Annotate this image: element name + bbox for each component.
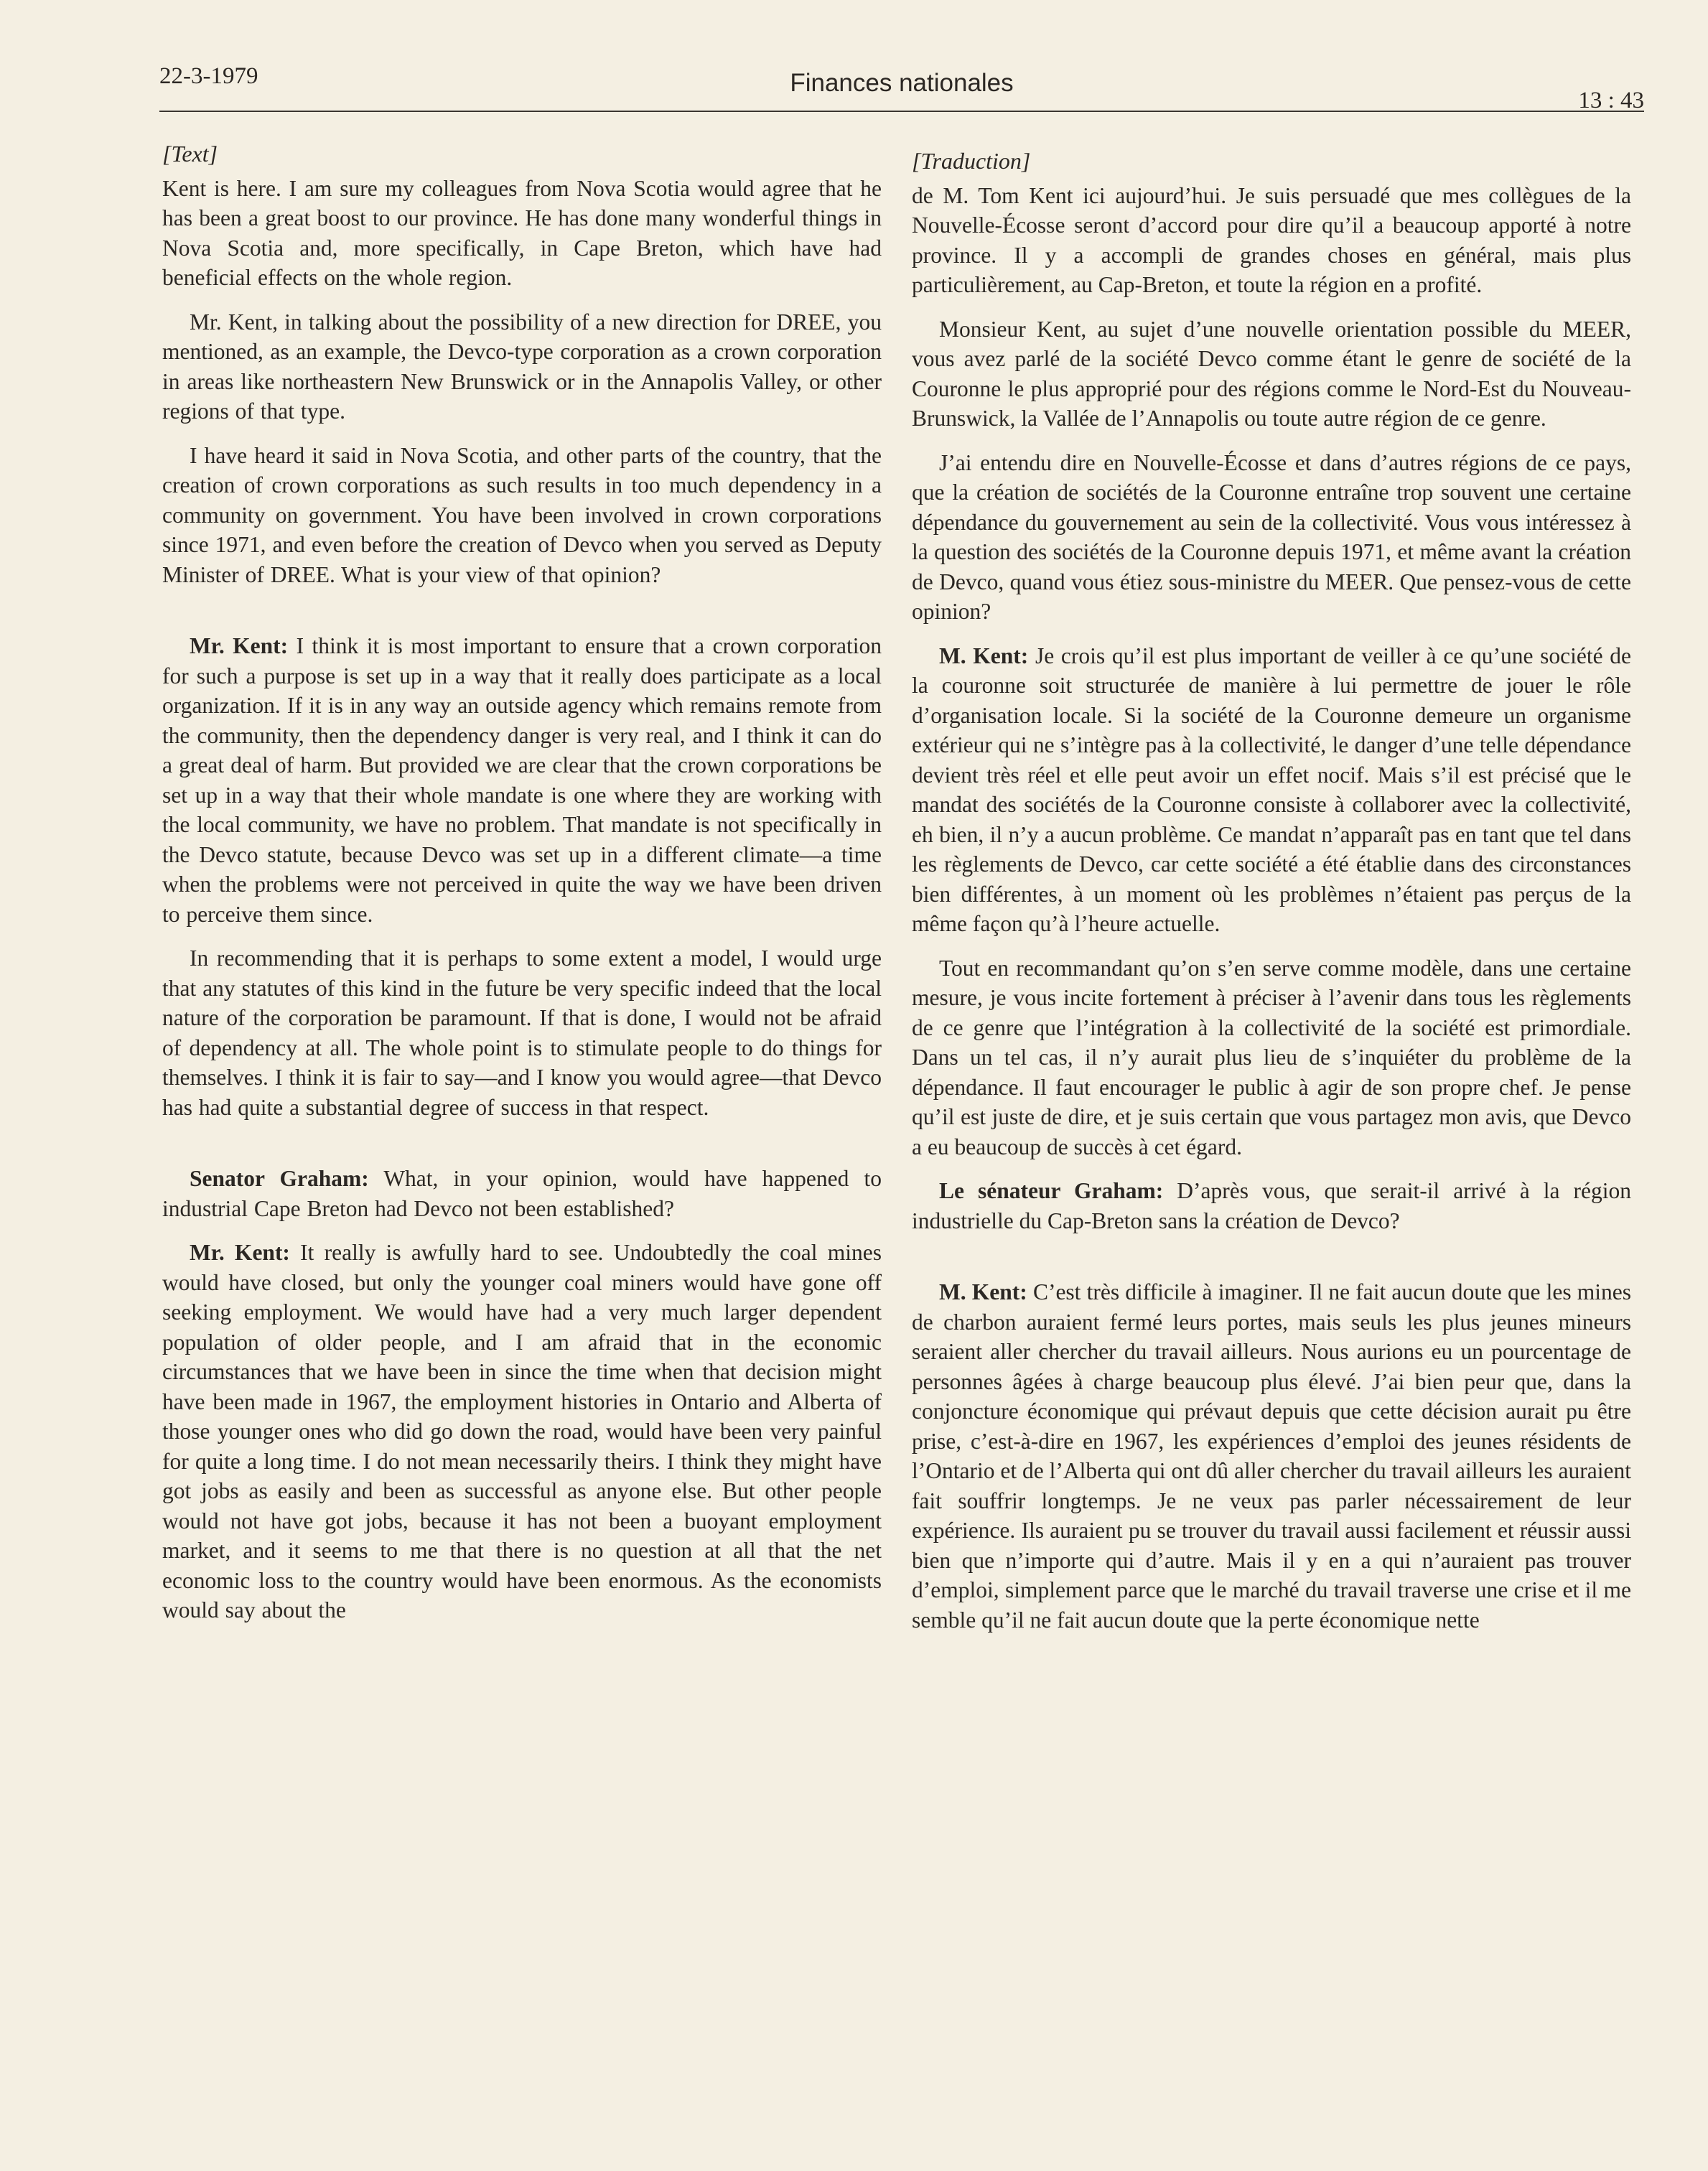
paragraph — [162, 943, 882, 1122]
speaker-name: M. Kent: — [939, 643, 1029, 668]
paragraph-text: It really is awfully hard to see. Undoubtedly the coal mines would have closed, but only the younger coal miners would have gone off seeking employment. We would have had a very much larger dependent population of older people, and I am afraid that in the economic circumstances that we have been in since the time when that decision might have been made in 1967, the employment histories in Ontario and Alberta of those younger ones who did go down the road, would have been very painful for quite a long time. I do not mean necessarily theirs. I think they might have got jobs as easily and been as successful as anyone else. But other people would not have got jobs, because it has not been a buoyant employment market, and it seems to me that there is no question at all that the net economic loss to the country would have been enormous. As the economists would say about the — [162, 1240, 882, 1623]
french-column — [912, 146, 1631, 1649]
header-date: 22-3-1979 — [159, 63, 258, 89]
paragraph-text: D’après vous, que serait-il arrivé à la région industrielle du Cap-Breton sans la création de Devco? — [912, 1178, 1631, 1233]
paragraph — [162, 1164, 882, 1223]
paragraph-text: What, in your opinion, would have happened to industrial Cape Breton had Devco not been established? — [162, 1166, 882, 1221]
paragraph — [162, 307, 882, 426]
paragraph — [912, 181, 1631, 300]
column-label-text: [Text] — [162, 141, 218, 167]
paragraph — [162, 174, 882, 293]
speaker-name: Le sénateur Graham: — [939, 1178, 1164, 1203]
column-label-traduction: [Traduction] — [912, 148, 1031, 174]
paragraph-text: Je crois qu’il est plus important de veiller à ce qu’une société de la couronne soit structurée de manière à lui permettre de jouer le rôle d’organisation locale. Si la société de la Couronne demeure un organisme extérieur qui ne s’intègre pas à la collectivité, le danger d’une telle dépendance devient très réel et elle peut avoir un effet nocif. Mais s’il est précisé que le mandat des sociétés de la Couronne consiste à collaborer avec la collectivité, eh bien, il n’y a aucun problème. Ce mandat n’apparaît pas en tant que tel dans les règlements de Devco, car cette société a été établie dans des circonstances bien différentes, à un moment où les problèmes n’étaient pas perçus de la même façon qu’à l’heure actuelle. — [912, 643, 1632, 936]
paragraph — [162, 631, 882, 929]
paragraph — [912, 1176, 1631, 1236]
paragraph-text: Kent is here. I am sure my colleagues from Nova Scotia would agree that he has been a great boost to our province. He has done many wonderful things in Nova Scotia and, more specifically, in Cape Breton, which have had beneficial effects on the whole region. — [162, 175, 882, 290]
header-title: Finances nationales — [790, 69, 1014, 97]
paragraph-text: I think it is most important to ensure that a crown corporation for such a purpose is set up in a way that it really does participate as a local organization. If it is in any way an outside agency which remains remote from the community, then the dependency danger is very real, and I think it can do a great deal of harm. But provided we are clear that the crown corporations be set up in a way that their whole mandate is one where they are working with the local community, we have no problem. That mandate is not specifically in the Devco statute, because Devco was set up in a different climate—a time when the problems were not perceived in quite the way we have been driven to perceive them since. — [162, 633, 882, 927]
paragraph — [162, 441, 882, 590]
paragraph — [912, 953, 1631, 1162]
speaker-name: Mr. Kent: — [190, 633, 289, 658]
english-column — [162, 139, 882, 1640]
paragraph-text: Tout en recommandant qu’on s’en serve comme modèle, dans une certaine mesure, je vous incite fortement à préciser à l’avenir dans tous les règlements de ce genre que l’intégration à la collectivité de la société est primordiale. Dans un tel cas, il n’y aurait plus lieu de s’inquiéter du problème de la dépendance. Il faut encourager le public à agir de son propre chef. Je pense qu’il est juste de dire, et je suis certain que vous partagez mon avis, que Devco a eu beaucoup de succès à cet égard. — [912, 955, 1631, 1159]
speaker-name: M. Kent: — [939, 1279, 1027, 1304]
page-header — [159, 63, 1644, 122]
paragraph — [912, 314, 1631, 434]
paragraph — [912, 641, 1631, 939]
paragraph-text: de M. Tom Kent ici aujourd’hui. Je suis persuadé que mes collègues de la Nouvelle-Écosse seront d’accord pour dire qu’il a beaucoup apporté à notre province. Il y a accompli de grandes choses en général, mais plus particulièrement, au Cap-Breton, et toute la région en a profité. — [912, 182, 1631, 297]
paragraph-text: Monsieur Kent, au sujet d’une nouvelle orientation possible du MEER, vous avez parlé de la société Devco comme étant le genre de société de la Couronne le plus approprié pour des régions comme le Nord-Est du Nouveau-Brunswick, la Vallée de l’Annapolis ou toute autre région de ce genre. — [912, 316, 1631, 431]
header-rule — [159, 111, 1644, 112]
header-page-number: 13 : 43 — [1578, 88, 1644, 113]
paragraph-text: In recommending that it is perhaps to some extent a model, I would urge that any statutes of this kind in the future be very specific indeed that the local nature of the corporation be paramount. If that is done, I would not be afraid of dependency at all. The whole point is to stimulate people to do things for themselves. I think it is fair to say—and I know you would agree—that Devco has had quite a substantial degree of success in that respect. — [162, 946, 882, 1120]
paragraph-text: J’ai entendu dire en Nouvelle-Écosse et dans d’autres régions de ce pays, que la création de sociétés de la Couronne entraîne trop souvent une certaine dépendance du gouvernement au sein de la collectivité. Vous vous intéressez à la question des sociétés de la Couronne depuis 1971, et même avant la création de Devco, quand vous étiez sous-ministre du MEER. Que pensez-vous de cette opinion? — [912, 449, 1631, 624]
paragraph-text: I have heard it said in Nova Scotia, and other parts of the country, that the creation of crown corporations as such results in too much dependency in a community on government. You have been involved in crown corporations since 1971, and even before the creation of Devco when you served as Deputy Minister of DREE. What is your view of that opinion? — [162, 442, 882, 587]
paragraph — [912, 448, 1631, 627]
paragraph-text: C’est très difficile à imaginer. Il ne fait aucun doute que les mines de charbon auraient fermé leurs portes, mais seuls les plus jeunes mineurs seraient aller chercher du travail ailleurs. Nous aurions eu un pourcentage de personnes âgées à charge beaucoup plus élevé. J’ai bien peur que, dans la conjoncture économique qui prévaut depuis que cette décision aurait pu être prise, c’est-à-dire en 1967, les expériences d’emploi des jeunes résidents de l’Ontario et de l’Alberta qui ont dû aller chercher du travail ailleurs les auraient fait souffrir longtemps. Je ne veux pas parler nécessairement de leur expérience. Ils auraient pu se trouver du travail aussi facilement et réussir aussi bien que n’importe qui d’autre. Mais il y en a qui n’auraient pas trouver d’emploi, simplement parce que le marché du travail traverse une crise et il me semble qu’il ne fait aucun doute que la perte économique nette — [912, 1279, 1631, 1633]
speaker-name: Senator Graham: — [190, 1166, 369, 1191]
speaker-name: Mr. Kent: — [190, 1240, 290, 1265]
paragraph-text: Mr. Kent, in talking about the possibility of a new direction for DREE, you mentioned, as an example, the Devco-type corporation as a crown corporation in areas like northeastern New Brunswick or in the Annapolis Valley, or other regions of that type. — [162, 309, 882, 424]
paragraph — [162, 1238, 882, 1625]
paragraph — [912, 1277, 1631, 1635]
